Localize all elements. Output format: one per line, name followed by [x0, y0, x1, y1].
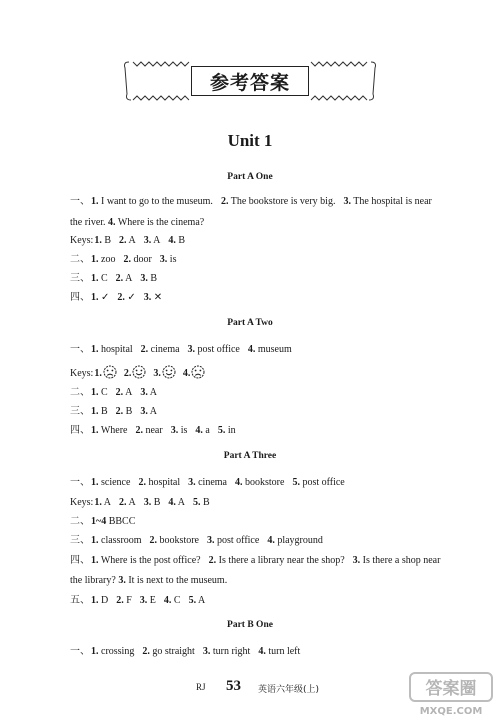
- answer-item: [189, 595, 206, 606]
- answer-item: [171, 425, 188, 436]
- item-number: 4.: [195, 425, 203, 436]
- question-mark: 一、: [70, 344, 90, 355]
- item-number: 4.: [108, 217, 116, 228]
- item-text: The bookstore is very big.: [228, 196, 336, 207]
- answer-item: [135, 425, 162, 436]
- item-number: 3.: [143, 292, 152, 303]
- item-text: B: [123, 406, 133, 417]
- section-heading-part-a-one: Part A One: [227, 172, 273, 182]
- book-title: 英语六年级(上): [258, 685, 320, 695]
- answer-item: [248, 344, 292, 355]
- answer-item: [140, 595, 156, 606]
- item-number: 3.: [188, 477, 196, 488]
- item-number: 4.: [258, 646, 266, 657]
- answer-item: [108, 217, 204, 228]
- section-heading-part-b-one: Part B One: [227, 620, 273, 630]
- section-heading-part-a-two: Part A Two: [227, 318, 273, 328]
- item-text: B: [200, 497, 210, 508]
- answer-item: [91, 646, 134, 657]
- answer-item: [164, 595, 181, 606]
- answer-line: [70, 477, 353, 489]
- item-number: 3.: [140, 406, 148, 417]
- item-text: near: [142, 425, 163, 436]
- item-number: 4.: [168, 235, 176, 246]
- question-mark: 四、: [70, 292, 90, 303]
- item-text: A: [126, 497, 136, 508]
- question-mark: 三、: [70, 406, 90, 417]
- item-text: A: [123, 387, 133, 398]
- answer-item: [91, 535, 142, 546]
- keys-label: Keys:: [70, 497, 94, 508]
- answer-item: [188, 344, 240, 355]
- item-number: 1.: [91, 535, 99, 546]
- item-text: is: [167, 254, 177, 265]
- item-number: 1.: [91, 292, 99, 303]
- item-number: 3.: [139, 595, 148, 606]
- answer-item: [218, 425, 236, 436]
- item-number: 4.: [182, 368, 191, 379]
- item-text: A: [123, 273, 133, 284]
- item-number: 2.: [115, 387, 124, 398]
- item-number: 2.: [135, 425, 143, 436]
- item-number: 3.: [207, 535, 215, 546]
- answer-item: [207, 535, 259, 546]
- item-text: B: [175, 235, 186, 246]
- edition-label: RJ: [196, 682, 206, 692]
- item-number: 2.: [208, 555, 217, 566]
- answer-item: [221, 196, 336, 207]
- answer-item: [140, 273, 157, 284]
- item-number: 2.: [115, 406, 124, 417]
- answer-line: [70, 273, 165, 285]
- item-text: is: [178, 425, 188, 436]
- item-number: 2.: [123, 254, 131, 265]
- item-text: Where is the cinema?: [115, 217, 205, 228]
- item-text: bookstore: [157, 535, 199, 546]
- item-text: A: [101, 497, 112, 508]
- item-text: A: [147, 406, 158, 417]
- smile-face-icon: [162, 365, 176, 379]
- answer-key-banner: [123, 58, 377, 104]
- answer-line-continued: [70, 217, 212, 229]
- question-mark: 一、: [70, 477, 90, 488]
- item-text: ✕: [151, 292, 163, 303]
- question-mark: 二、: [70, 387, 90, 398]
- frown-face-icon: [191, 365, 205, 379]
- answer-line: [70, 406, 165, 418]
- item-text: turn left: [265, 646, 301, 657]
- answer-item: [160, 254, 177, 265]
- item-text: I want to go to the museum.: [98, 196, 213, 207]
- answer-item: [209, 555, 345, 566]
- question-mark: 二、: [70, 516, 90, 527]
- answer-item: [116, 406, 133, 417]
- item-number: 1.: [94, 368, 102, 379]
- answer-item: [118, 575, 227, 586]
- item-number: 2.: [123, 368, 132, 379]
- item-number: 3.: [153, 368, 161, 379]
- item-number: 2.: [140, 344, 149, 355]
- keys-line: [70, 497, 218, 509]
- item-number: 3.: [143, 497, 152, 508]
- answer-item: [91, 425, 127, 436]
- item-number: 4.: [247, 344, 256, 355]
- item-number: 1.: [91, 477, 99, 488]
- item-number: 1.: [94, 497, 102, 508]
- answer-item: [123, 254, 151, 265]
- answer-item: [91, 595, 108, 606]
- item-number: 5.: [193, 497, 201, 508]
- answer-line-continued: [70, 575, 235, 587]
- question-mark: 四、: [70, 555, 90, 566]
- answer-line: [70, 535, 331, 547]
- item-number: 1.: [91, 646, 99, 657]
- answer-line: [70, 646, 308, 658]
- item-text: Where: [98, 425, 128, 436]
- item-text: bookstore: [242, 477, 285, 488]
- question-mark: 三、: [70, 535, 90, 546]
- item-text: B: [98, 406, 108, 417]
- item-number: 3.: [140, 273, 148, 284]
- answer-item: [235, 477, 284, 488]
- answer-item: [91, 516, 135, 527]
- item-text: ✓: [124, 292, 136, 303]
- item-text: zoo: [98, 254, 116, 265]
- item-number: 1.: [91, 425, 99, 436]
- item-text: E: [147, 595, 156, 606]
- item-text: crossing: [98, 646, 135, 657]
- item-text: C: [98, 387, 108, 398]
- answer-item: [193, 497, 210, 508]
- section-heading-part-a-three: Part A Three: [223, 451, 277, 461]
- item-number: 2.: [220, 196, 229, 207]
- item-number: 1.: [91, 406, 99, 417]
- item-number: 5.: [217, 425, 226, 436]
- item-text: B: [151, 497, 161, 508]
- item-text: A: [175, 497, 186, 508]
- question-mark: 一、: [70, 646, 90, 657]
- item-text: D: [98, 595, 109, 606]
- item-text: cinema: [195, 477, 227, 488]
- item-number: 3.: [202, 646, 211, 657]
- item-number: 1.: [91, 273, 99, 284]
- question-mark: 五、: [70, 595, 90, 606]
- item-text: Is there a shop near: [360, 555, 441, 566]
- question-mark: 一、: [70, 196, 90, 207]
- keys-label: Keys:: [70, 368, 94, 379]
- item-number: 2.: [149, 535, 158, 546]
- item-number: 5.: [188, 595, 197, 606]
- continued-items: [118, 575, 235, 586]
- answer-item: [138, 477, 180, 488]
- answer-line: [70, 196, 440, 208]
- answer-item: [117, 292, 135, 303]
- item-number: 1.: [91, 254, 99, 265]
- item-number: 2.: [116, 595, 124, 606]
- item-number: 1.: [91, 196, 99, 207]
- answer-item: [150, 535, 199, 546]
- answer-item: [116, 273, 133, 284]
- item-text: Where is the post office?: [98, 555, 201, 566]
- item-number: 1~4: [91, 516, 107, 527]
- answer-line: [70, 344, 300, 356]
- item-text: A: [151, 235, 161, 246]
- item-text: science: [98, 477, 131, 488]
- answer-item: [144, 497, 161, 508]
- item-text: post office: [195, 344, 240, 355]
- answer-item: [91, 273, 108, 284]
- answer-item: [168, 497, 185, 508]
- frown-face-icon: [103, 365, 117, 379]
- item-text: C: [98, 273, 108, 284]
- item-number: 2.: [117, 292, 125, 303]
- item-number: 4.: [234, 477, 243, 488]
- item-number: 3.: [118, 575, 126, 586]
- keys-faces-line: [70, 365, 212, 380]
- item-number: 3.: [187, 344, 196, 355]
- answer-item: [116, 595, 132, 606]
- item-text: hospital: [145, 477, 181, 488]
- answer-item: [119, 497, 136, 508]
- item-number: 5.: [292, 477, 300, 488]
- answer-line: [70, 516, 143, 528]
- answer-item: [91, 292, 109, 303]
- item-number: 1.: [91, 595, 99, 606]
- item-number: 3.: [140, 387, 148, 398]
- item-text: A: [147, 387, 158, 398]
- answer-item: [140, 387, 157, 398]
- banner-title-box: [191, 66, 309, 96]
- item-number: 3.: [143, 235, 152, 246]
- answer-item: [144, 292, 162, 303]
- page-number: 53: [226, 678, 241, 694]
- answer-item: [258, 646, 300, 657]
- answer-item: [94, 235, 111, 246]
- answer-line: [70, 387, 165, 399]
- item-text: ✓: [98, 292, 110, 303]
- item-number: 1.: [91, 555, 99, 566]
- item-text: B: [147, 273, 158, 284]
- answer-item: [141, 344, 180, 355]
- answer-item: [116, 387, 133, 398]
- item-text: C: [171, 595, 181, 606]
- answer-item: [343, 196, 431, 207]
- item-text: B: [101, 235, 112, 246]
- answer-line: [70, 292, 170, 304]
- question-mark: 四、: [70, 425, 90, 436]
- answer-item: [91, 254, 115, 265]
- item-text: playground: [274, 535, 323, 546]
- item-text: post office: [299, 477, 345, 488]
- answer-line: [70, 254, 184, 266]
- item-number: 4.: [163, 595, 172, 606]
- answer-item: [91, 387, 108, 398]
- keys-line: [70, 235, 193, 247]
- answer-line: [70, 595, 213, 607]
- item-number: 2.: [119, 235, 127, 246]
- answer-item: [142, 646, 195, 657]
- continued-text: the library?: [70, 575, 116, 586]
- item-number: 2.: [142, 646, 150, 657]
- item-text: BBCC: [106, 516, 136, 527]
- smile-face-icon: [132, 365, 146, 379]
- item-text: cinema: [148, 344, 180, 355]
- keys-label: Keys:: [70, 235, 94, 246]
- item-text: door: [130, 254, 152, 265]
- question-mark: 二、: [70, 254, 90, 265]
- watermark-logo: [408, 671, 494, 717]
- item-number: 2.: [138, 477, 146, 488]
- answer-item: [94, 497, 111, 508]
- watermark-text-cn: 答案圈: [425, 679, 477, 699]
- continued-text: the river.: [70, 217, 106, 228]
- item-number: 3.: [343, 196, 351, 207]
- answer-item: [188, 477, 227, 488]
- item-number: 2.: [119, 497, 127, 508]
- item-number: 4.: [168, 497, 176, 508]
- item-text: classroom: [98, 535, 142, 546]
- answer-item: [292, 477, 344, 488]
- answer-line: [70, 425, 244, 437]
- item-text: It is next to the museum.: [125, 575, 228, 586]
- item-text: A: [196, 595, 206, 606]
- item-text: a: [202, 425, 210, 436]
- answer-item: [353, 555, 441, 566]
- item-text: The hospital is near: [350, 196, 432, 207]
- page-title: 参考答案: [209, 71, 290, 94]
- answer-item: [140, 406, 157, 417]
- answer-item: [91, 406, 108, 417]
- item-text: post office: [214, 535, 260, 546]
- answer-item: [91, 477, 130, 488]
- item-number: 3.: [170, 425, 179, 436]
- answer-item: [195, 425, 209, 436]
- answer-item: [267, 535, 323, 546]
- item-number: 2.: [115, 273, 124, 284]
- unit-title: Unit 1: [227, 131, 273, 150]
- answer-item: [91, 196, 213, 207]
- item-text: in: [225, 425, 236, 436]
- answer-item: [203, 646, 251, 657]
- item-text: museum: [255, 344, 292, 355]
- answer-item: [144, 235, 161, 246]
- item-text: Is there a library near the shop?: [216, 555, 345, 566]
- item-text: go straight: [149, 646, 195, 657]
- answer-line: [70, 555, 448, 567]
- question-mark: 三、: [70, 273, 90, 284]
- item-number: 3.: [352, 555, 361, 566]
- watermark-text-en: MXQE.COM: [419, 706, 483, 717]
- answer-item: [91, 344, 133, 355]
- answer-item: [119, 235, 136, 246]
- continued-items: [108, 217, 212, 228]
- item-number: 4.: [267, 535, 275, 546]
- item-number: 3.: [159, 254, 168, 265]
- item-text: F: [123, 595, 132, 606]
- item-text: A: [126, 235, 136, 246]
- answer-item: [168, 235, 185, 246]
- item-number: 1.: [91, 344, 99, 355]
- item-text: hospital: [98, 344, 133, 355]
- answer-item: [91, 555, 201, 566]
- item-number: 1.: [94, 235, 102, 246]
- item-text: turn right: [210, 646, 251, 657]
- item-number: 1.: [91, 387, 99, 398]
